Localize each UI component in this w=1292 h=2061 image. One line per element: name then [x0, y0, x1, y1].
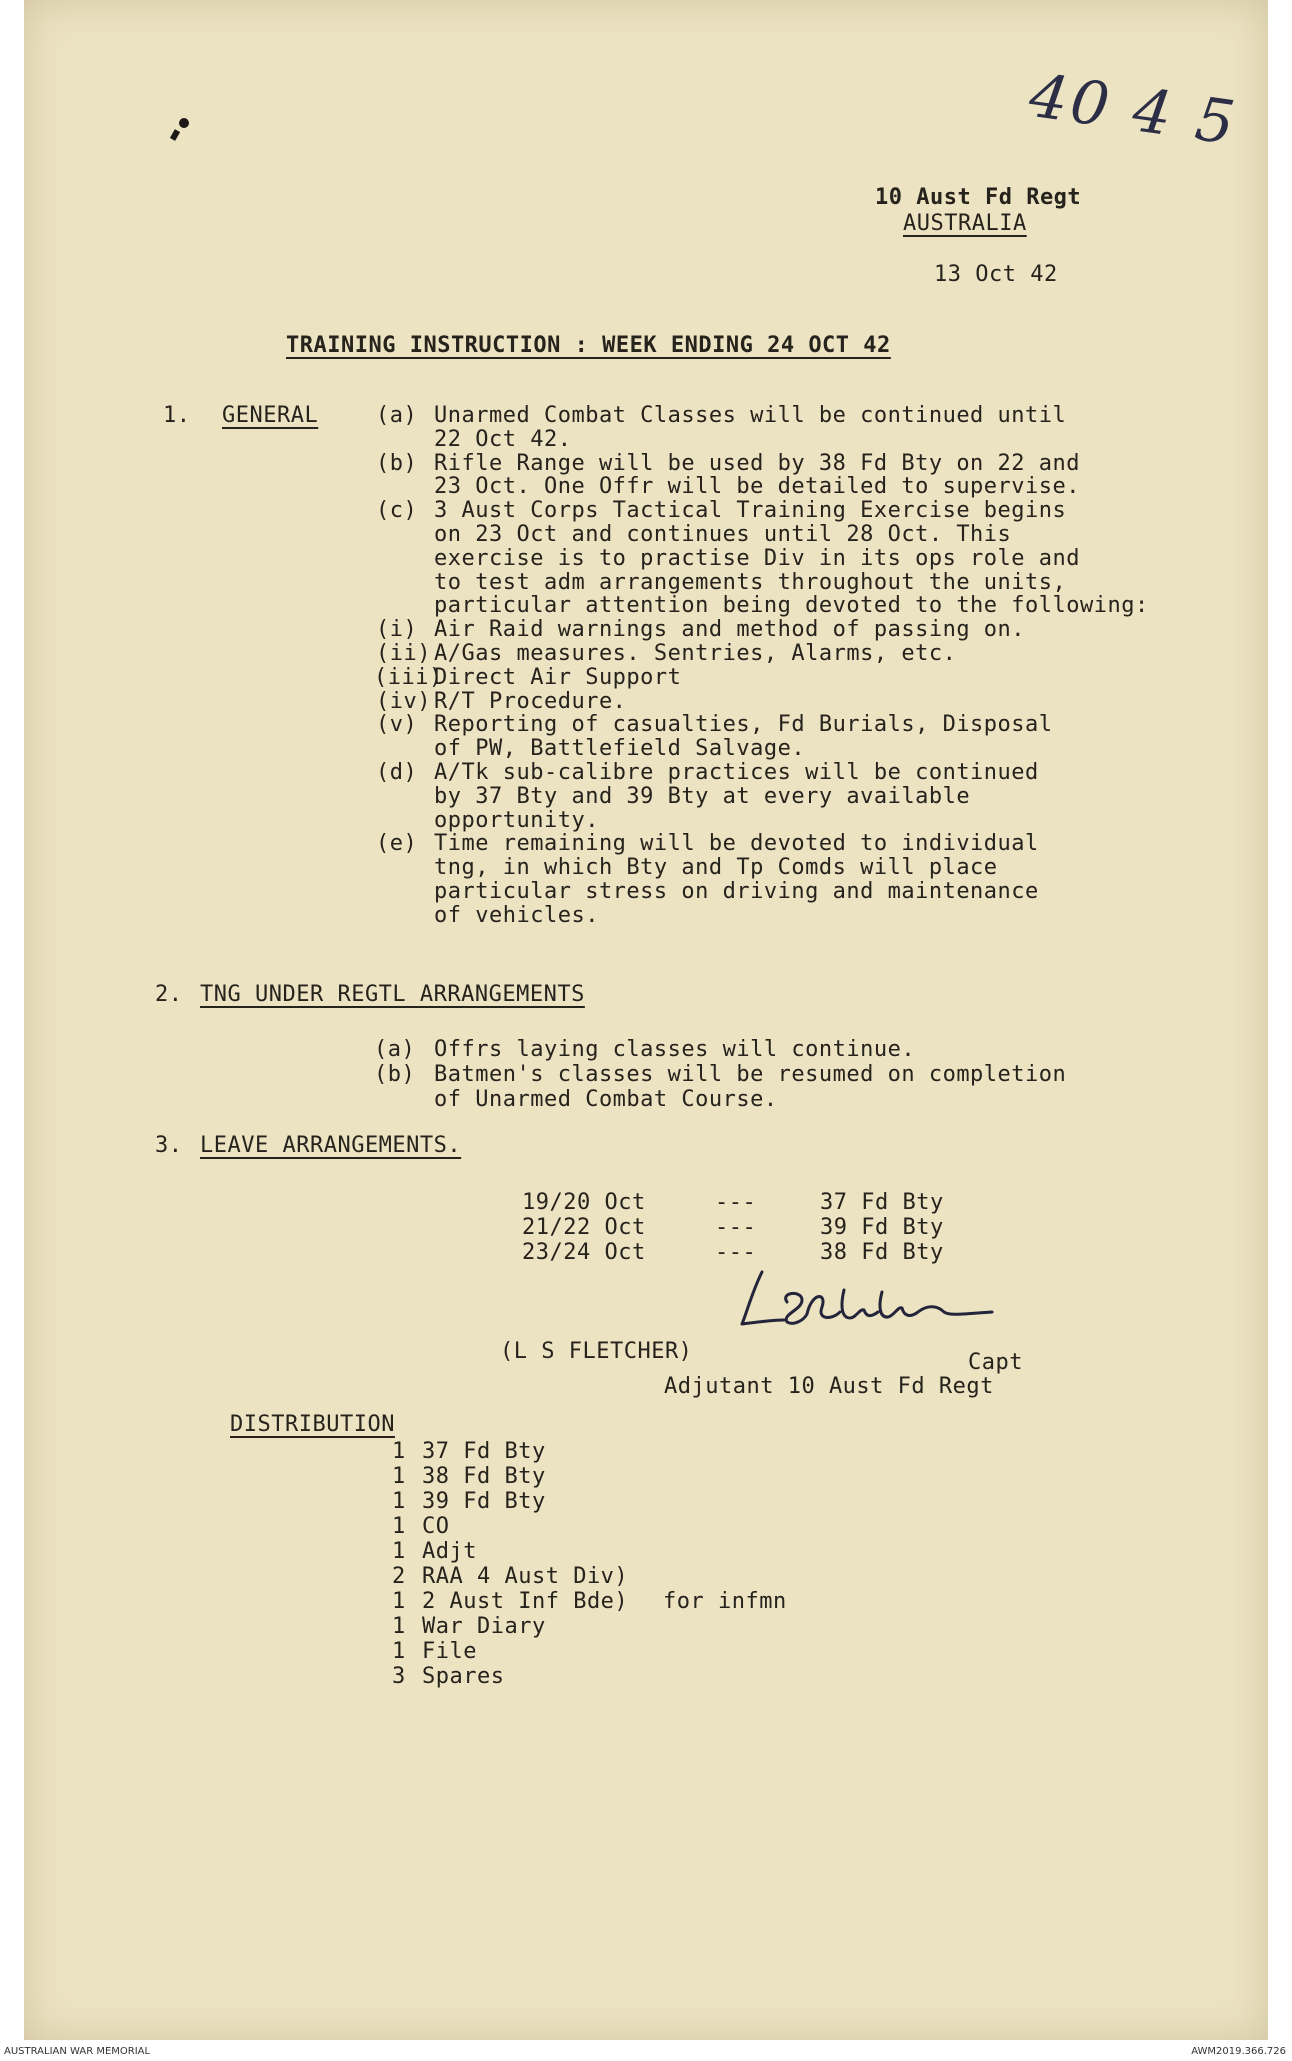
signatory-name: (L S FLETCHER) [500, 1339, 693, 1364]
item-text: A/Tk sub-calibre practices will be continued [434, 760, 1039, 785]
distribution-qty: 1 [392, 1539, 406, 1564]
item-text: of Unarmed Combat Course. [434, 1087, 778, 1112]
distribution-recipient: CO [422, 1514, 450, 1539]
item-label: (iii) [374, 665, 443, 690]
item-label: (i) [376, 617, 418, 642]
item-text: Batmen's classes will be resumed on completion [434, 1062, 1067, 1087]
leave-dash: --- [715, 1240, 757, 1265]
item-label: (ii) [376, 641, 431, 666]
leave-dates: 19/20 Oct [522, 1190, 646, 1215]
item-text: by 37 Bty and 39 Bty at every available [434, 784, 971, 809]
distribution-heading: DISTRIBUTION [230, 1412, 395, 1437]
item-text: particular attention being devoted to the following: [434, 593, 1149, 618]
distribution-qty: 3 [392, 1664, 406, 1689]
item-text: to test adm arrangements throughout the units, [434, 570, 1067, 595]
section-2-number: 2. [155, 982, 183, 1007]
item-label: (v) [376, 712, 418, 737]
item-label: (c) [376, 498, 418, 523]
item-text: exercise is to practise Div in its ops role and [434, 546, 1081, 571]
item-text: Offrs laying classes will continue. [434, 1037, 916, 1062]
document-date: 13 Oct 42 [934, 262, 1058, 287]
section-1-heading: GENERAL [222, 403, 319, 428]
footer-right-text: AWM2019.366.726 [1191, 2046, 1286, 2057]
distribution-qty: 1 [392, 1489, 406, 1514]
item-label: (d) [376, 760, 418, 785]
leave-battery: 37 Fd Bty [820, 1190, 944, 1215]
distribution-qty: 2 [392, 1564, 406, 1589]
footer-left-text: AUSTRALIAN WAR MEMORIAL [4, 2046, 151, 2057]
item-text: on 23 Oct and continues until 28 Oct. This [434, 522, 1012, 547]
item-text: Direct Air Support [434, 665, 682, 690]
pin-hole-mark [179, 118, 189, 128]
distribution-qty: 1 [392, 1589, 406, 1614]
distribution-recipient: RAA 4 Aust Div) [422, 1564, 629, 1589]
distribution-recipient: 2 Aust Inf Bde) [422, 1589, 629, 1614]
item-label: (a) [376, 403, 418, 428]
distribution-recipient: 37 Fd Bty [422, 1439, 546, 1464]
document-title: TRAINING INSTRUCTION : WEEK ENDING 24 OCT 42 [286, 333, 891, 358]
distribution-recipient: Spares [422, 1664, 505, 1689]
item-text: of PW, Battlefield Salvage. [434, 736, 806, 761]
leave-dash: --- [715, 1190, 757, 1215]
item-text: tng, in which Bty and Tp Comds will place [434, 855, 998, 880]
distribution-note: for infmn [663, 1589, 787, 1614]
distribution-qty: 1 [392, 1439, 406, 1464]
section-1-number: 1. [163, 403, 191, 428]
item-label: (e) [376, 831, 418, 856]
handwritten-signature [732, 1262, 1002, 1342]
signatory-role: Adjutant 10 Aust Fd Regt [664, 1374, 994, 1399]
distribution-recipient: File [422, 1639, 477, 1664]
item-text: 23 Oct. One Offr will be detailed to supervise. [434, 474, 1081, 499]
document-page [24, 0, 1268, 2040]
section-2-heading: TNG UNDER REGTL ARRANGEMENTS [200, 982, 585, 1007]
leave-battery: 39 Fd Bty [820, 1215, 944, 1240]
unit-name: 10 Aust Fd Regt [875, 185, 1082, 210]
item-text: Time remaining will be devoted to individual [434, 831, 1039, 856]
distribution-recipient: Adjt [422, 1539, 477, 1564]
distribution-qty: 1 [392, 1464, 406, 1489]
pin-hole-mark [170, 129, 180, 141]
item-text: A/Gas measures. Sentries, Alarms, etc. [434, 641, 957, 666]
item-label: (b) [374, 1062, 416, 1087]
distribution-qty: 1 [392, 1614, 406, 1639]
leave-dash: --- [715, 1215, 757, 1240]
item-text: of vehicles. [434, 903, 599, 928]
item-label: (a) [374, 1037, 416, 1062]
leave-dates: 21/22 Oct [522, 1215, 646, 1240]
distribution-qty: 1 [392, 1639, 406, 1664]
item-text: Unarmed Combat Classes will be continued until [434, 403, 1067, 428]
item-text: R/T Procedure. [434, 689, 627, 714]
footer-bar [0, 2044, 1292, 2061]
distribution-recipient: War Diary [422, 1614, 546, 1639]
signatory-rank: Capt [968, 1350, 1023, 1375]
item-text: 3 Aust Corps Tactical Training Exercise begins [434, 498, 1067, 523]
handwritten-reference: 40 4 5 [1025, 60, 1242, 160]
item-text: Rifle Range will be used by 38 Fd Bty on 22 and [434, 451, 1081, 476]
leave-battery: 38 Fd Bty [820, 1240, 944, 1265]
item-label: (iv) [376, 689, 431, 714]
country: AUSTRALIA [903, 211, 1027, 236]
distribution-qty: 1 [392, 1514, 406, 1539]
item-text: 22 Oct 42. [434, 427, 572, 452]
item-text: Air Raid warnings and method of passing on. [434, 617, 1026, 642]
leave-dates: 23/24 Oct [522, 1240, 646, 1265]
item-text: opportunity. [434, 808, 599, 833]
distribution-recipient: 38 Fd Bty [422, 1464, 546, 1489]
section-3-heading: LEAVE ARRANGEMENTS. [200, 1133, 462, 1158]
item-text: particular stress on driving and maintenance [434, 879, 1039, 904]
item-text: Reporting of casualties, Fd Burials, Disposal [434, 712, 1053, 737]
distribution-recipient: 39 Fd Bty [422, 1489, 546, 1514]
section-3-number: 3. [155, 1133, 183, 1158]
item-label: (b) [376, 451, 418, 476]
